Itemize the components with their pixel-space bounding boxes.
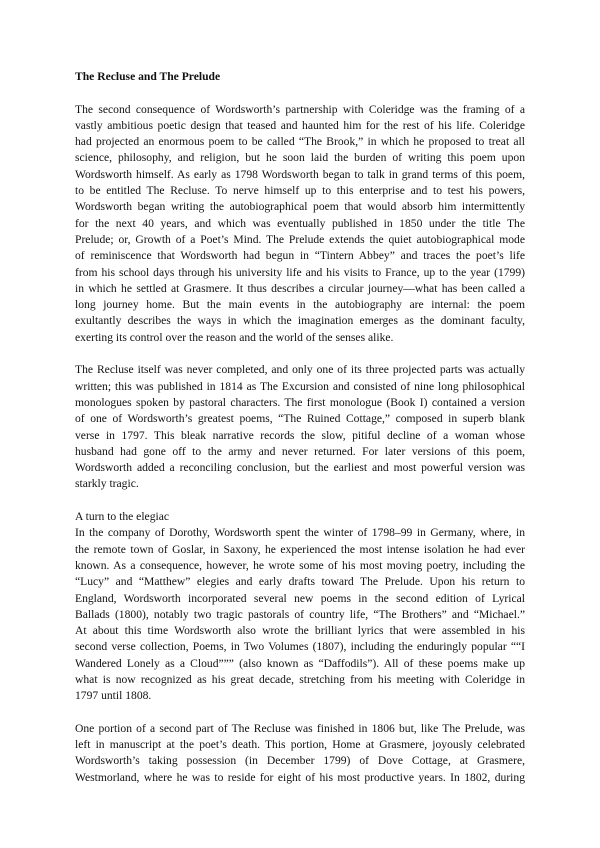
text-line: starkly tragic.: [75, 477, 139, 491]
text-line: Wordsworth began writing the autobiographical poem that would absorb him intermittently: [75, 200, 525, 214]
text-line: had projected an enormous poem to be called “The Brook,” in which he proposed to treat all: [75, 135, 525, 149]
text-line: One portion of a second part of The Recluse was finished in 1806 but, like The Prelude, was: [75, 721, 525, 735]
text-line: in which he settled at Grasmere. It thus describes a circular journey—what has been called a: [75, 281, 525, 295]
text-line: verse in 1797. This bleak narrative records the slow, pitiful decline of a woman whose: [75, 428, 525, 442]
text-line: England, Wordsworth incorporated several new poems in the second edition of Lyrical: [75, 591, 525, 605]
paragraph: [75, 362, 525, 492]
text-line: of one of Wordsworth’s greatest poems, “The Ruined Cottage,” composed in superb blank: [75, 412, 525, 426]
text-line: Wandered Lonely as a Cloud””” (also known as “Daffodils”). All of these poems make up: [75, 656, 525, 670]
text-line: In the company of Dorothy, Wordsworth spent the winter of 1798–99 in Germany, where, in: [75, 526, 525, 540]
text-line: written; this was published in 1814 as The Excursion and consisted of nine long philosophical: [75, 379, 525, 393]
text-line: known. As a consequence, however, he wrote some of his most moving poetry, including the: [75, 558, 525, 572]
section-title: The Recluse and The Prelude: [75, 70, 221, 83]
text-line: Prelude; or, Growth of a Poet’s Mind. The Prelude extends the quiet autobiographical mode: [75, 232, 525, 246]
text-line: “Lucy” and “Matthew” elegies and early drafts toward The Prelude. Upon his return to: [75, 575, 525, 589]
text-line: Ballads (1800), notably two tragic pastorals of country life, “The Brothers” and “Michael.”: [75, 607, 525, 621]
document-page: [75, 69, 525, 802]
text-line: left in manuscript at the poet’s death. This portion, Home at Grasmere, joyously celebrated: [75, 738, 525, 752]
text-line: of reminiscence that Wordsworth had begun in “Tintern Abbey” and traces the poet’s life: [75, 249, 525, 263]
paragraph: [75, 721, 525, 786]
paragraph: [75, 102, 525, 346]
text-line: The second consequence of Wordsworth’s partnership with Coleridge was the framing of a: [75, 102, 525, 116]
text-line: monologues spoken by pastoral characters. The first monologue (Book I) contained a version: [75, 395, 525, 409]
text-line: vastly ambitious poetic design that teased and haunted him for the rest of his life. Coleridge: [75, 118, 525, 132]
text-line: exultantly describes the ways in which the imagination emerges as the dominant faculty,: [75, 314, 525, 328]
text-line: The Recluse itself was never completed, and only one of its three projected parts was actually: [75, 363, 525, 377]
paragraph: [75, 509, 525, 705]
text-line: to be entitled The Recluse. To nerve himself up to this enterprise and to test his powers,: [75, 184, 525, 198]
text-line: from his school days through his university life and his visits to France, up to the year (1799): [75, 265, 525, 279]
text-line: second verse collection, Poems, in Two Volumes (1807), including the enduringly popular ““I: [75, 640, 525, 654]
subheading: A turn to the elegiac: [75, 510, 170, 524]
text-line: Wordsworth’s taking possession (in December 1799) of Dove Cottage, at Grasmere,: [75, 754, 525, 768]
text-line: Wordsworth added a reconciling conclusion, but the earliest and most powerful version was: [75, 461, 525, 475]
text-line: long journey home. But the main events in the autobiography are internal: the poem: [75, 298, 525, 312]
text-line: Wordsworth himself. As early as 1798 Wordsworth began to talk in grand terms of this poem,: [75, 167, 525, 181]
text-line: what is now recognized as his great decade, stretching from his meeting with Coleridge in: [75, 672, 525, 686]
document-body: [75, 102, 525, 786]
text-line: exerting its control over the reason and the world of the senses alike.: [75, 330, 394, 344]
text-line: husband had gone off to the army and never returned. For later versions of this poem,: [75, 444, 525, 458]
text-line: for the next 40 years, and which was eventually published in 1850 under the title The: [75, 216, 525, 230]
text-line: 1797 until 1808.: [75, 689, 152, 703]
text-line: At about this time Wordsworth also wrote the brilliant lyrics that were assembled in his: [75, 624, 525, 638]
text-line: Westmorland, where he was to reside for eight of his most productive years. In 1802, during: [75, 770, 525, 784]
text-line: the remote town of Goslar, in Saxony, he experienced the most intense isolation he had ever: [75, 542, 525, 556]
text-line: science, philosophy, and religion, but he soon laid the burden of writing this poem upon: [75, 151, 525, 165]
